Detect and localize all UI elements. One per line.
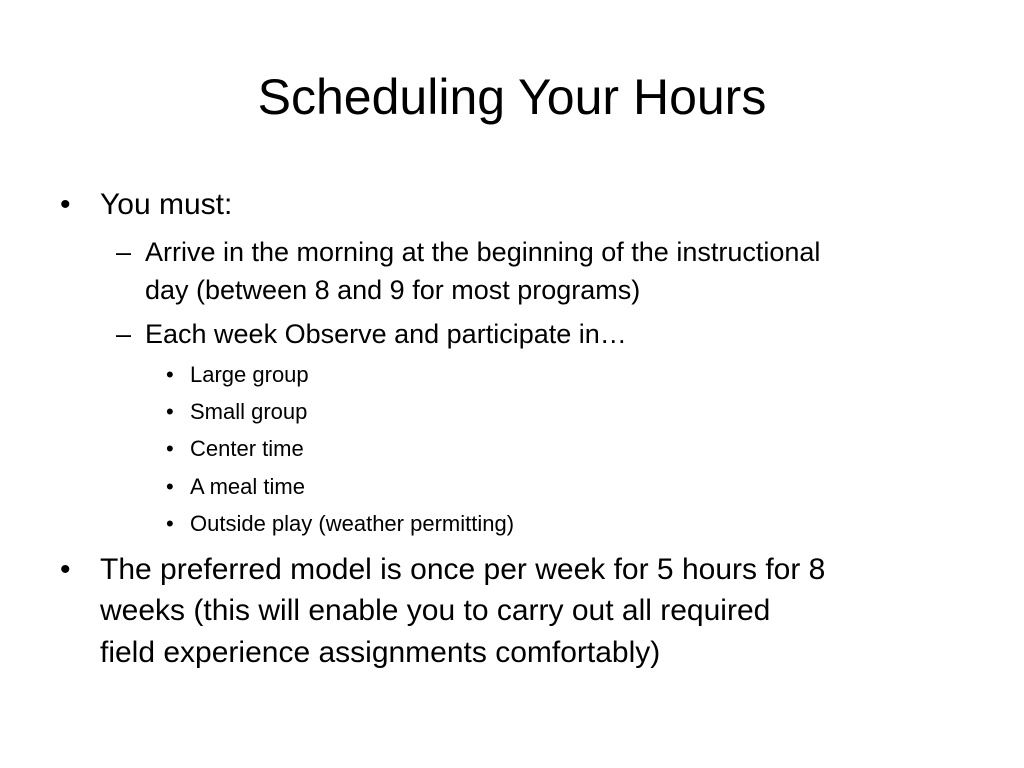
bullet-text: You must: <box>100 188 233 221</box>
list-item-text: Small group <box>190 399 308 424</box>
list-item-text: Center time <box>190 436 304 461</box>
bullet-icon: • <box>166 436 174 461</box>
bullet-text-line2: weeks (this will enable you to carry out all required <box>100 594 771 627</box>
bullet-icon: • <box>166 362 174 387</box>
bullet-text-line3: field experience assignments comfortably) <box>100 636 661 669</box>
list-item-text: A meal time <box>190 474 305 499</box>
subbullet-text: Each week Observe and participate in… <box>145 319 627 349</box>
slide-title: Scheduling Your Hours <box>257 69 767 125</box>
list-item-text: Large group <box>190 362 309 387</box>
bullet-icon: • <box>60 188 71 221</box>
bullet-icon: • <box>166 511 174 536</box>
bullet-icon: • <box>166 399 174 424</box>
bullet-icon: • <box>166 474 174 499</box>
dash-icon: – <box>116 319 132 349</box>
subbullet-text-line2: day (between 8 and 9 for most programs) <box>145 275 641 305</box>
bullet-text-line1: The preferred model is once per week for 5 hours for 8 <box>100 553 826 586</box>
subbullet-text-line1: Arrive in the morning at the beginning of the instructional <box>145 237 821 267</box>
dash-icon: – <box>116 237 132 267</box>
bullet-icon: • <box>60 553 71 586</box>
list-item-text: Outside play (weather permitting) <box>190 511 515 536</box>
